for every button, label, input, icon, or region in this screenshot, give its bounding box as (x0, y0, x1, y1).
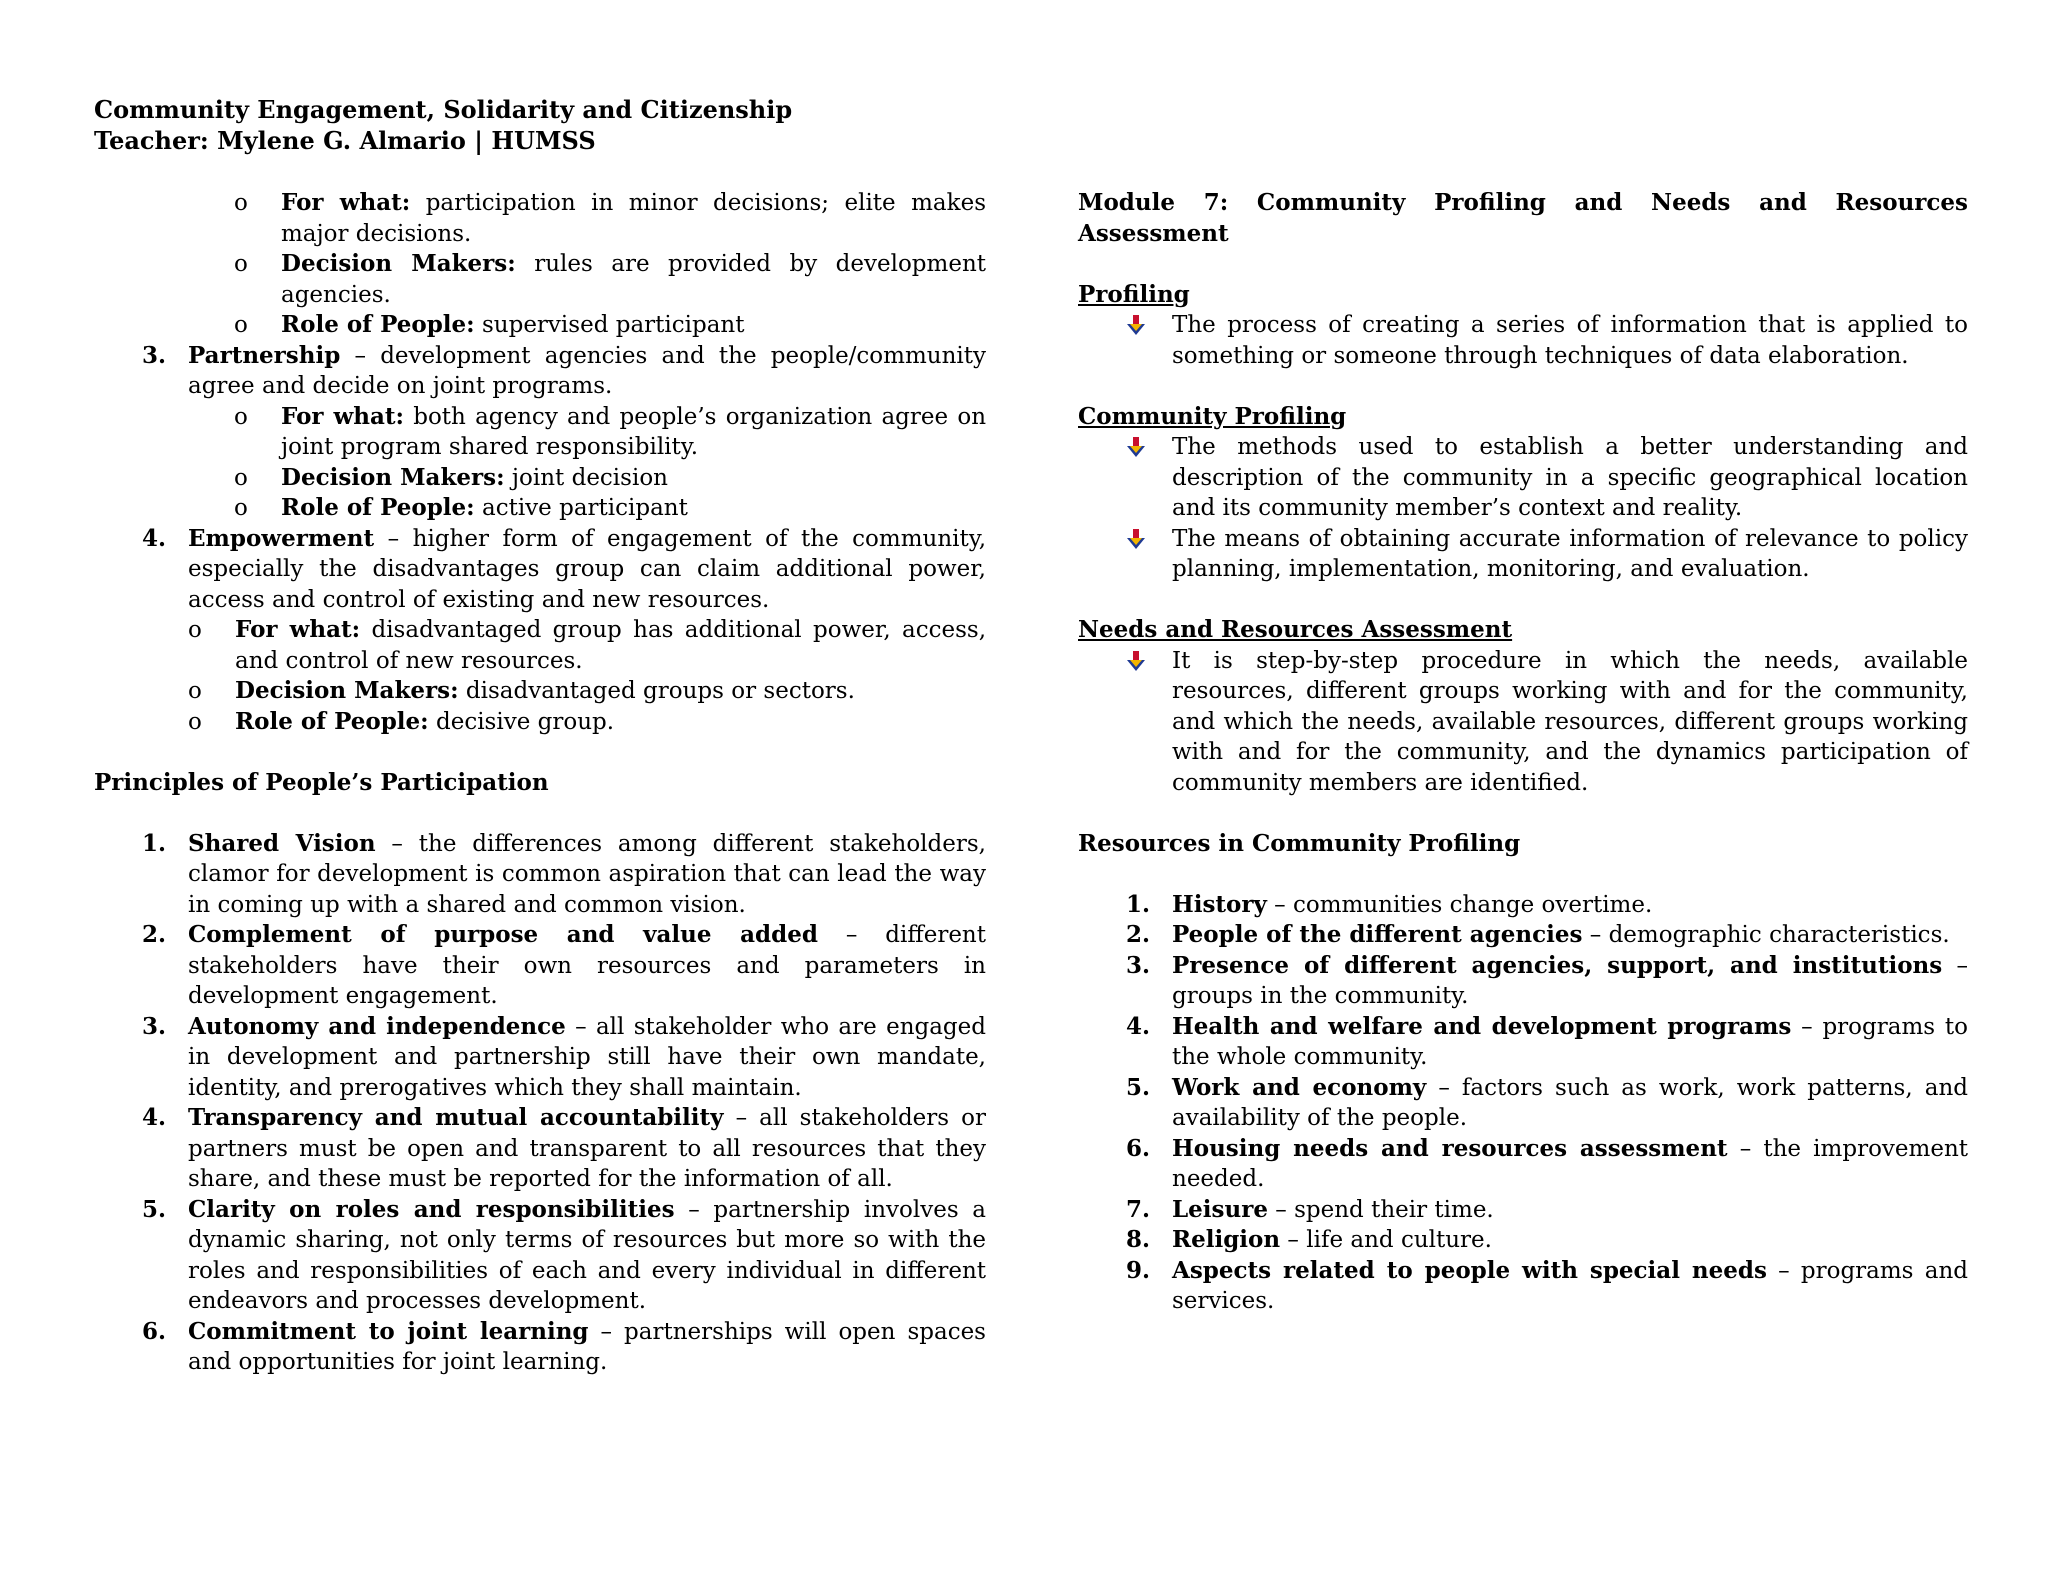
list-marker: o (234, 251, 248, 277)
resource-item (1078, 920, 1968, 951)
item-label: Leisure (1172, 1195, 1268, 1223)
spacer (94, 798, 986, 829)
list-marker: 4. (142, 524, 167, 552)
item-label: Complement of purpose and value added (188, 921, 818, 948)
resources-heading: Resources in Community Profiling (1078, 829, 1521, 857)
principle-item (94, 920, 986, 1012)
list-marker: 1. (142, 829, 167, 857)
item-label: Aspects related to people with special needs (1172, 1256, 1767, 1284)
list-number: 8. (1126, 1226, 1151, 1253)
sub-item (94, 493, 986, 524)
item-label: Presence of different agencies, support, and institutions (1172, 951, 1943, 979)
list-marker: 2. (142, 921, 167, 948)
list-marker: 6. (142, 1317, 167, 1345)
item-label: Decision Makers: (281, 250, 516, 277)
item-text: – partnership involves a dynamic sharing, not only terms of resources but more so with the roles and responsibilities of each and every individual in different endeavors and processes development. (188, 1196, 986, 1314)
item-text: – factors such as work, work patterns, and availability of the people. (1172, 1074, 1968, 1131)
bullet-item (1078, 524, 1968, 585)
item-text: rules are provided by development agencies. (281, 251, 986, 308)
list-marker: o (188, 617, 202, 643)
item-label: Empowerment (188, 524, 375, 552)
list-number: 9. (1126, 1256, 1151, 1284)
sub-item (94, 310, 986, 341)
item-label: Transparency and mutual accountability (188, 1104, 724, 1131)
needs-assessment-heading: Needs and Resources Assessment (1078, 616, 1513, 643)
item-text: both agency and people’s organization agree on joint program shared responsibility. (281, 403, 987, 460)
item-label: People of the different agencies (1172, 921, 1583, 948)
item-label: Work and economy (1172, 1073, 1427, 1101)
list-marker: o (188, 708, 202, 735)
item-text: – communities change overtime. (1266, 891, 1653, 918)
spacer (1078, 798, 1968, 829)
bullet-text: The process of creating a series of information that is applied to something or someone through techniques of data elaboration. (1172, 312, 1968, 369)
right-column (1078, 188, 1968, 1317)
sub-item (94, 188, 986, 249)
left-column (94, 188, 986, 1378)
sub-item (94, 707, 986, 738)
community-profiling-heading: Community Profiling (1078, 402, 1347, 430)
principle-item (94, 1317, 986, 1378)
numbered-item (94, 341, 986, 402)
list-number: 2. (1126, 921, 1151, 948)
item-text: decisive group. (428, 708, 615, 735)
item-label: Role of People: (281, 311, 475, 338)
item-label: Role of People: (235, 707, 429, 735)
resource-item (1078, 1012, 1968, 1073)
list-marker: 4. (142, 1104, 167, 1131)
item-label: Commitment to joint learning (188, 1317, 589, 1345)
item-text: supervised participant (474, 312, 745, 338)
item-text: – the improvement needed. (1172, 1135, 1968, 1192)
resource-item (1078, 1134, 1968, 1195)
item-text: – programs and services. (1172, 1257, 1968, 1314)
item-label: Housing needs and resources assessment (1172, 1134, 1728, 1162)
resource-item (1078, 1195, 1968, 1226)
bullet-item (1078, 646, 1968, 799)
item-label: Partnership (188, 341, 341, 369)
list-marker: o (234, 312, 248, 338)
principle-item (94, 1103, 986, 1195)
arrow-bullet-icon (1126, 650, 1146, 672)
item-label: Clarity on roles and responsibilities (188, 1195, 675, 1223)
list-number: 5. (1126, 1073, 1151, 1101)
profiling-heading: Profiling (1078, 280, 1190, 308)
item-text: – spend their time. (1267, 1196, 1494, 1223)
list-marker: o (234, 464, 248, 491)
sub-item (94, 615, 986, 676)
list-marker: 3. (142, 1012, 167, 1040)
item-text: – the differences among different stakeholders, clamor for development is common aspiration that can lead the way in coming up with a shared and common vision. (188, 830, 986, 918)
list-marker: 5. (142, 1195, 167, 1223)
list-number: 3. (1126, 951, 1151, 979)
list-number: 6. (1126, 1134, 1151, 1162)
list-number: 1. (1126, 890, 1151, 918)
item-text: disadvantaged groups or sectors. (458, 678, 855, 704)
item-text: – demographic characteristics. (1582, 922, 1950, 948)
bullet-text: The means of obtaining accurate information of relevance to policy planning, implementation, monitoring, and evaluation. (1172, 525, 1968, 582)
item-label: Decision Makers: (281, 463, 505, 491)
course-title: Community Engagement, Solidarity and Citizenship (94, 95, 793, 124)
item-label: For what: (281, 402, 404, 430)
list-marker: 3. (142, 341, 167, 369)
item-text: – all stakeholder who are engaged in development and partnership still have their own mandate, identity, and prerogatives which they shall maintain. (188, 1013, 986, 1101)
resource-item (1078, 951, 1968, 1012)
arrow-bullet-icon (1126, 436, 1146, 458)
spacer (1078, 371, 1968, 402)
item-text: – partnerships will open spaces and opportunities for joint learning. (188, 1318, 986, 1375)
bullet-item (1078, 432, 1968, 524)
resource-item (1078, 1073, 1968, 1134)
item-text: – life and culture. (1280, 1227, 1492, 1253)
sub-item (94, 676, 986, 707)
item-label: For what: (281, 189, 411, 216)
spacer (1078, 585, 1968, 616)
item-text: – all stakeholders or partners must be open and transparent to all resources that they share, and these must be reported for the information of all. (188, 1105, 986, 1192)
item-label: Shared Vision (188, 829, 376, 857)
bullet-item (1078, 310, 1968, 371)
arrow-bullet-icon (1126, 314, 1146, 336)
list-marker: o (188, 678, 202, 704)
resource-item (1078, 890, 1968, 921)
resource-item (1078, 1256, 1968, 1317)
resource-item (1078, 1225, 1968, 1256)
item-label: Religion (1172, 1226, 1281, 1253)
section-heading: Principles of People’s Participation (94, 768, 549, 796)
list-number: 4. (1126, 1012, 1151, 1040)
sub-item (94, 402, 986, 463)
item-text: – different stakeholders have their own resources and parameters in development engagement. (188, 922, 986, 1009)
spacer (1078, 249, 1968, 280)
item-text: – development agencies and the people/community agree and decide on joint programs. (188, 342, 986, 399)
sub-item (94, 249, 986, 310)
principle-item (94, 1012, 986, 1104)
item-label: Health and welfare and development programs (1172, 1012, 1792, 1040)
spacer (1078, 859, 1968, 890)
item-label: Role of People: (281, 494, 475, 521)
list-marker: o (234, 190, 248, 216)
item-text: disadvantaged group has additional power, access, and control of new resources. (235, 617, 987, 674)
item-text: joint decision (504, 464, 668, 491)
item-label: Decision Makers: (235, 677, 459, 704)
arrow-bullet-icon (1126, 528, 1146, 550)
item-text: active participant (474, 495, 688, 521)
item-text: – groups in the community. (1172, 952, 1969, 1009)
spacer (94, 737, 986, 768)
bullet-text: It is step-by-step procedure in which the needs, available resources, different groups working with and for the community, and which the needs, available resources, different groups working with and for the community, and the dynamics participation of community members are identified. (1172, 647, 1968, 796)
bullet-text: The methods used to establish a better understanding and description of the community in a specific geographical location and its community member’s context and reality. (1172, 434, 1968, 521)
numbered-item (94, 524, 986, 616)
list-marker: o (234, 495, 248, 521)
document-header (94, 94, 792, 156)
item-text: – programs to the whole community. (1172, 1013, 1968, 1070)
item-text: participation in minor decisions; elite makes major decisions. (281, 190, 986, 247)
module-title: Module 7: Community Profiling and Needs and Resources Assessment (1078, 189, 1968, 247)
list-marker: o (234, 403, 248, 430)
teacher-line: Teacher: Mylene G. Almario | HUMSS (94, 126, 596, 155)
item-label: For what: (235, 616, 361, 643)
list-number: 7. (1126, 1195, 1151, 1223)
principle-item (94, 829, 986, 921)
item-text: – higher form of engagement of the community, especially the disadvantages group can claim additional power, access and control of existing and new resources. (188, 525, 986, 613)
sub-item (94, 463, 986, 494)
principle-item (94, 1195, 986, 1317)
item-label: History (1172, 890, 1267, 918)
item-label: Autonomy and independence (188, 1012, 566, 1040)
